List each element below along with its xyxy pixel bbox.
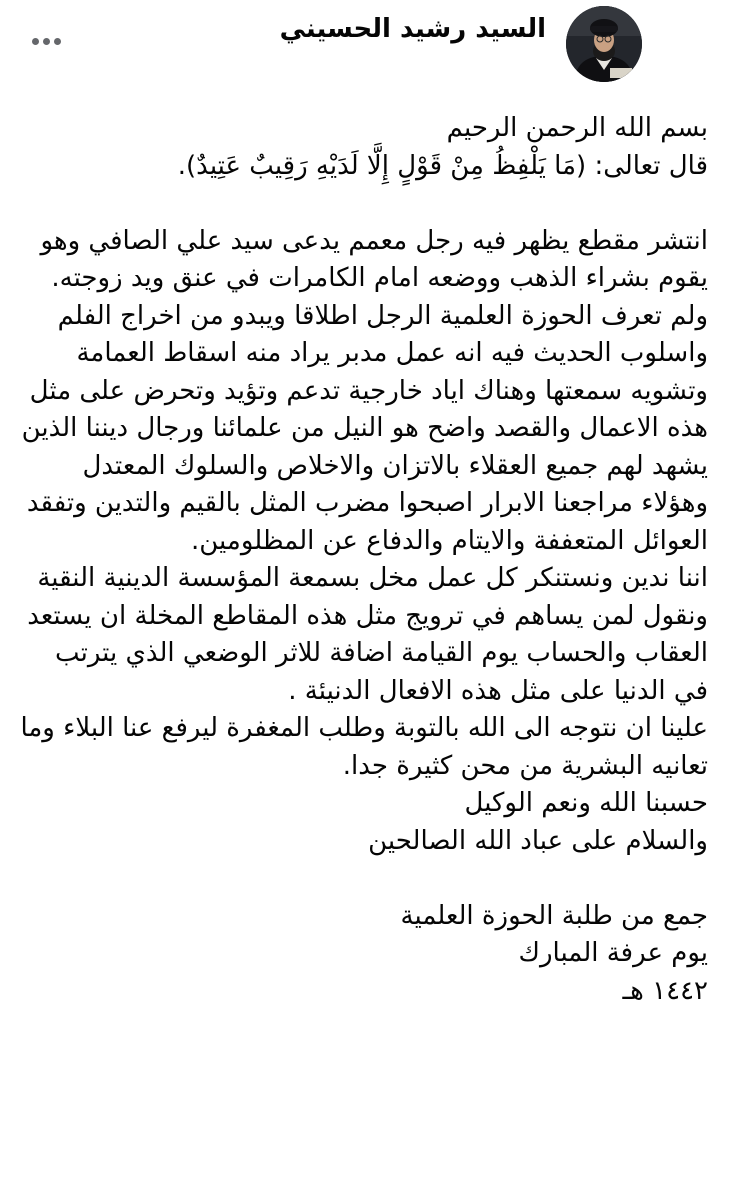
- post-paragraph-statement: انتشر مقطع يظهر فيه رجل معمم يدعى سيد علي الصافي وهو يقوم بشراء الذهب ووضعه امام الكامرات في عنق ويد زوجته. ولم تعرف الحوزة العلمية الرجل اطلاقا ويبدو من اخراج الفلم واسلوب الحديث فيه انه عمل مدبر يراد منه اسقاط العمامة وتشويه سمعتها وهناك اياد خارجية تدعم وتؤيد وتحرض على مثل هذه الاعمال والقصد واضح هو النيل من علمائنا ورجال ديننا الذين يشهد لهم جميع العقلاء بالاتزان والاخلاص والسلوك المعتدل وهؤلاء مراجعنا الابرار اصبحوا مضرب المثل بالقيم والتدين وتفقد العوائل المتعففة والايتام والدفاع عن المظلومين. اننا ندين ونستنكر كل عمل مخل بسمعة المؤسسة الدينية النقية ونقول لمن يساهم في ترويج مثل هذه المقاطع المخلة ان يستعد العقاب والحساب يوم القيامة اضافة للاثر الوضعي الذي يترتب في الدنيا على مثل هذه الافعال الدنيئة . علينا ان نتوجه الى الله بالتوبة وطلب المغفرة ليرفع عنا البلاء وما تعانيه البشرية من محن كثيرة جدا. حسبنا الله ونعم الوكيل والسلام على عباد الله الصالحين: [20, 225, 708, 856]
- post-paragraph-signature: جمع من طلبة الحوزة العلمية يوم عرفة المبارك ١٤٤٢ هـ: [400, 900, 708, 1006]
- paragraph-spacer: [18, 860, 708, 898]
- paragraph-spacer: [18, 185, 708, 223]
- more-options-button[interactable]: [26, 26, 66, 56]
- avatar-image: [566, 6, 642, 82]
- more-dots-icon: [43, 38, 50, 45]
- post-header: [0, 0, 736, 96]
- more-dots-icon: [54, 38, 61, 45]
- more-dots-icon: [32, 38, 39, 45]
- author-avatar[interactable]: [566, 6, 642, 82]
- post-paragraph-opening: بسم الله الرحمن الرحيم قال تعالى: (مَا يَلْفِظُ مِنْ قَوْلٍ إِلَّا لَدَيْهِ رَقِيبٌ عَتِيدٌ).: [177, 113, 708, 181]
- author-name[interactable]: السيد رشيد الحسيني: [279, 14, 546, 44]
- post-text: [18, 110, 708, 1010]
